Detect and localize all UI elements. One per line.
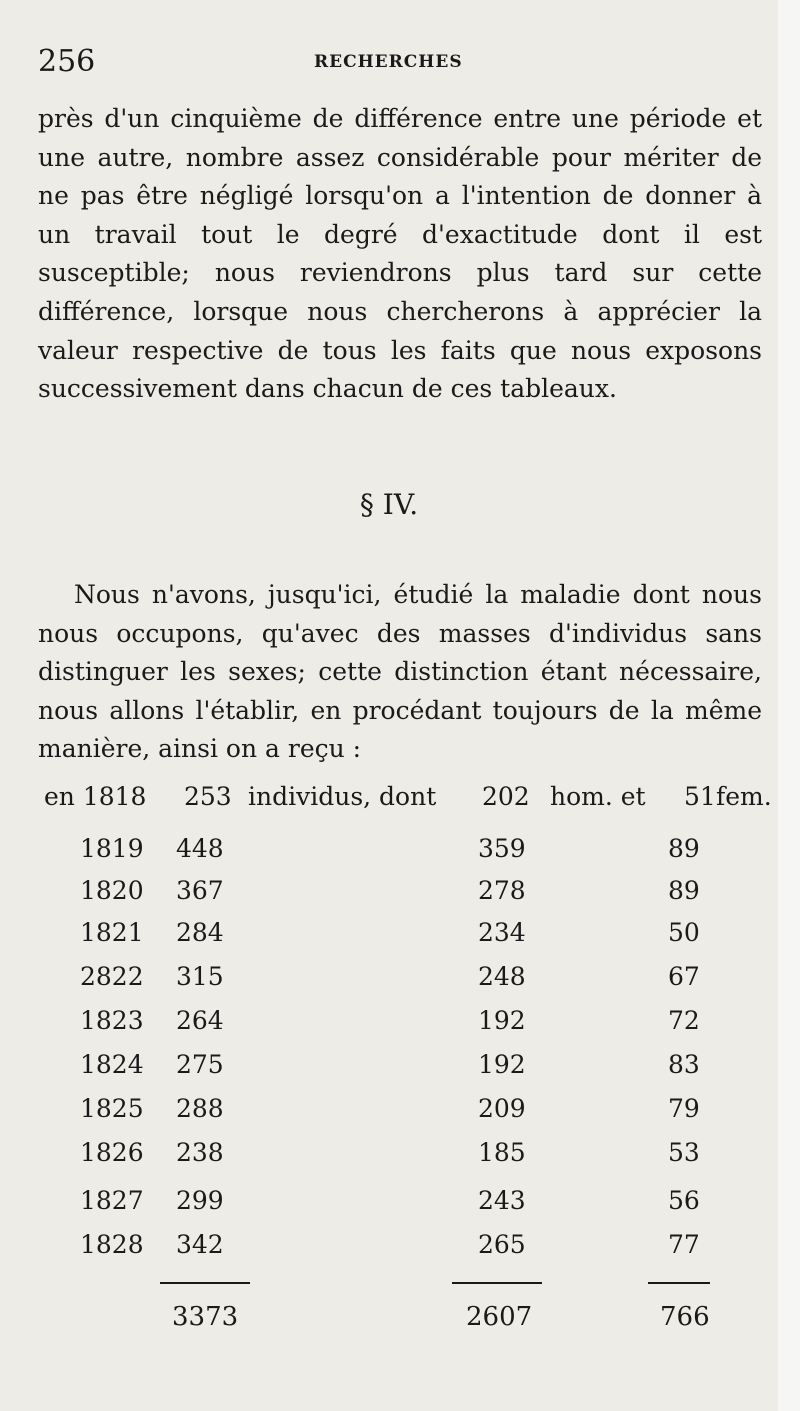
row-total: 264	[176, 1006, 224, 1035]
section-title: § IV.	[359, 488, 419, 521]
table-row	[0, 1230, 778, 1272]
row-year: 1826	[80, 1138, 144, 1167]
running-title: RECHERCHES	[314, 52, 463, 72]
table-first-row	[44, 782, 774, 822]
page-number: 256	[38, 44, 96, 79]
row-hom: 185	[478, 1138, 526, 1167]
row-year: 1819	[80, 834, 144, 863]
row-total: 288	[176, 1094, 224, 1123]
row-total: 367	[176, 876, 224, 905]
row-hom: 192	[478, 1006, 526, 1035]
paragraph-1: près d'un cinquième de différence entre une période et une autre, nombre assez considérable pour mériter de ne pas être négligé lorsqu'on a l'intention de donner à un travail tout le degré d'exactitude dont il est susceptible; nous reviendrons plus tard sur cette différence, lorsque nous chercherons à apprécier la valeur respective de tous les faits que nous exposons successivement dans chacun de ces tableaux.	[38, 104, 762, 404]
row-fem: 53	[668, 1138, 700, 1167]
row-total: 284	[176, 918, 224, 947]
table-row	[0, 1186, 778, 1228]
table-row	[0, 876, 778, 918]
table-row	[0, 834, 778, 876]
row-fem: 79	[668, 1094, 700, 1123]
row-hom: 359	[478, 834, 526, 863]
row-fem: 56	[668, 1186, 700, 1215]
row-fem: 67	[668, 962, 700, 991]
table-row	[0, 1050, 778, 1092]
row-year: 1821	[80, 918, 144, 947]
row-hom: 243	[478, 1186, 526, 1215]
row-hom: 209	[478, 1094, 526, 1123]
row-hom: 192	[478, 1050, 526, 1079]
row-hom: 234	[478, 918, 526, 947]
paragraph-2: Nous n'avons, jusqu'ici, étudié la maladie dont nous nous occupons, qu'avec des masses d'individus sans distinguer les sexes; cette distinction étant nécessaire, nous allons l'établir, en procédant toujours de la même manière, ainsi on a reçu :	[38, 580, 762, 764]
sum-rule-fem	[648, 1282, 710, 1284]
row-year: 1828	[80, 1230, 144, 1259]
first-row-label-fem: fem.	[716, 782, 772, 811]
row-fem: 77	[668, 1230, 700, 1259]
first-row-hom: 202	[482, 782, 530, 811]
table-row	[0, 962, 778, 1004]
row-year: 1825	[80, 1094, 144, 1123]
row-total: 315	[176, 962, 224, 991]
row-total: 275	[176, 1050, 224, 1079]
row-year: 1820	[80, 876, 144, 905]
table-row	[0, 1138, 778, 1180]
row-hom: 248	[478, 962, 526, 991]
row-year: 1827	[80, 1186, 144, 1215]
first-row-label-individus: individus, dont	[248, 782, 437, 811]
sum-rule-total	[160, 1282, 250, 1284]
first-row-fem: 51	[684, 782, 716, 811]
sum-rule-hom	[452, 1282, 542, 1284]
row-fem: 50	[668, 918, 700, 947]
row-hom: 278	[478, 876, 526, 905]
row-total: 299	[176, 1186, 224, 1215]
row-year: 1824	[80, 1050, 144, 1079]
row-fem: 72	[668, 1006, 700, 1035]
row-year: 1823	[80, 1006, 144, 1035]
row-total: 448	[176, 834, 224, 863]
sum-hom: 2607	[466, 1302, 533, 1332]
row-total: 342	[176, 1230, 224, 1259]
first-row-total: 253	[184, 782, 232, 811]
row-fem: 89	[668, 834, 700, 863]
row-hom: 265	[478, 1230, 526, 1259]
row-total: 238	[176, 1138, 224, 1167]
table-row	[0, 918, 778, 960]
row-fem: 89	[668, 876, 700, 905]
first-row-year: en 1818	[44, 782, 147, 811]
sum-total: 3373	[172, 1302, 239, 1332]
sum-fem: 766	[660, 1302, 710, 1332]
page-edge	[778, 0, 800, 1411]
row-year: 2822	[80, 962, 144, 991]
first-row-label-hom: hom. et	[550, 782, 646, 811]
table-row	[0, 1006, 778, 1048]
page-header	[38, 44, 778, 84]
table-row	[0, 1094, 778, 1136]
row-fem: 83	[668, 1050, 700, 1079]
